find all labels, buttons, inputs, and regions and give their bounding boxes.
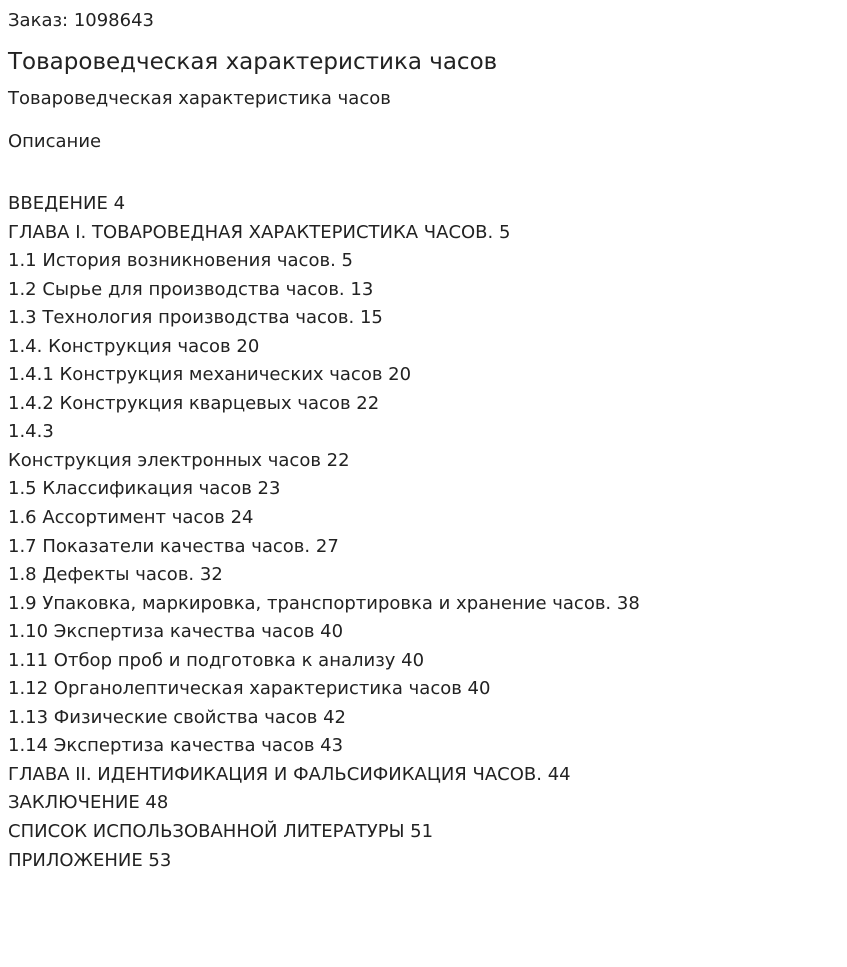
toc-item: ПРИЛОЖЕНИЕ 53: [8, 849, 172, 871]
toc-item: 1.10 Экспертиза качества часов 40: [8, 621, 344, 643]
toc-item: 1.12 Органолептическая характеристика часов 40: [8, 678, 491, 700]
toc-item: 1.7 Показатели качества часов. 27: [8, 535, 339, 557]
toc-item: 1.1 История возникновения часов. 5: [8, 250, 353, 272]
toc-item: ВВЕДЕНИЕ 4: [8, 193, 126, 214]
toc-item: 1.4.3: [8, 421, 54, 443]
toc-item: 1.14 Экспертиза качества часов 43: [8, 735, 344, 757]
page-title: Товароведческая характеристика часов: [8, 49, 498, 75]
page-subtitle: Товароведческая характеристика часов: [8, 88, 391, 109]
toc-item: ГЛАВА II. ИДЕНТИФИКАЦИЯ И ФАЛЬСИФИКАЦИЯ ЧАСОВ. 44: [8, 763, 571, 785]
toc-item: 1.2 Сырье для производства часов. 13: [8, 278, 374, 300]
toc-item: 1.6 Ассортимент часов 24: [8, 507, 254, 529]
toc-item: 1.4. Конструкция часов 20: [8, 335, 260, 357]
description-label: Описание: [8, 131, 102, 152]
toc-item: 1.4.2 Конструкция кварцевых часов 22: [8, 392, 380, 414]
toc-item: ЗАКЛЮЧЕНИЕ 48: [8, 792, 169, 814]
table-of-contents: [8, 190, 640, 875]
toc-item: 1.11 Отбор проб и подготовка к анализу 40: [8, 649, 425, 671]
order-number: Заказ: 1098643: [8, 10, 154, 31]
toc-item: 1.9 Упаковка, маркировка, транспортировка и хранение часов. 38: [8, 592, 640, 614]
toc-item: 1.3 Технология производства часов. 15: [8, 307, 383, 329]
toc-item: 1.4.1 Конструкция механических часов 20: [8, 364, 412, 386]
toc-item: 1.13 Физические свойства часов 42: [8, 706, 347, 728]
toc-item: СПИСОК ИСПОЛЬЗОВАННОЙ ЛИТЕРАТУРЫ 51: [8, 821, 434, 843]
toc-item: Конструкция электронных часов 22: [8, 449, 350, 471]
toc-item: ГЛАВА I. ТОВАРОВЕДНАЯ ХАРАКТЕРИСТИКА ЧАСОВ. 5: [8, 221, 511, 243]
toc-item: 1.5 Классификация часов 23: [8, 478, 281, 500]
toc-item: 1.8 Дефекты часов. 32: [8, 564, 223, 586]
